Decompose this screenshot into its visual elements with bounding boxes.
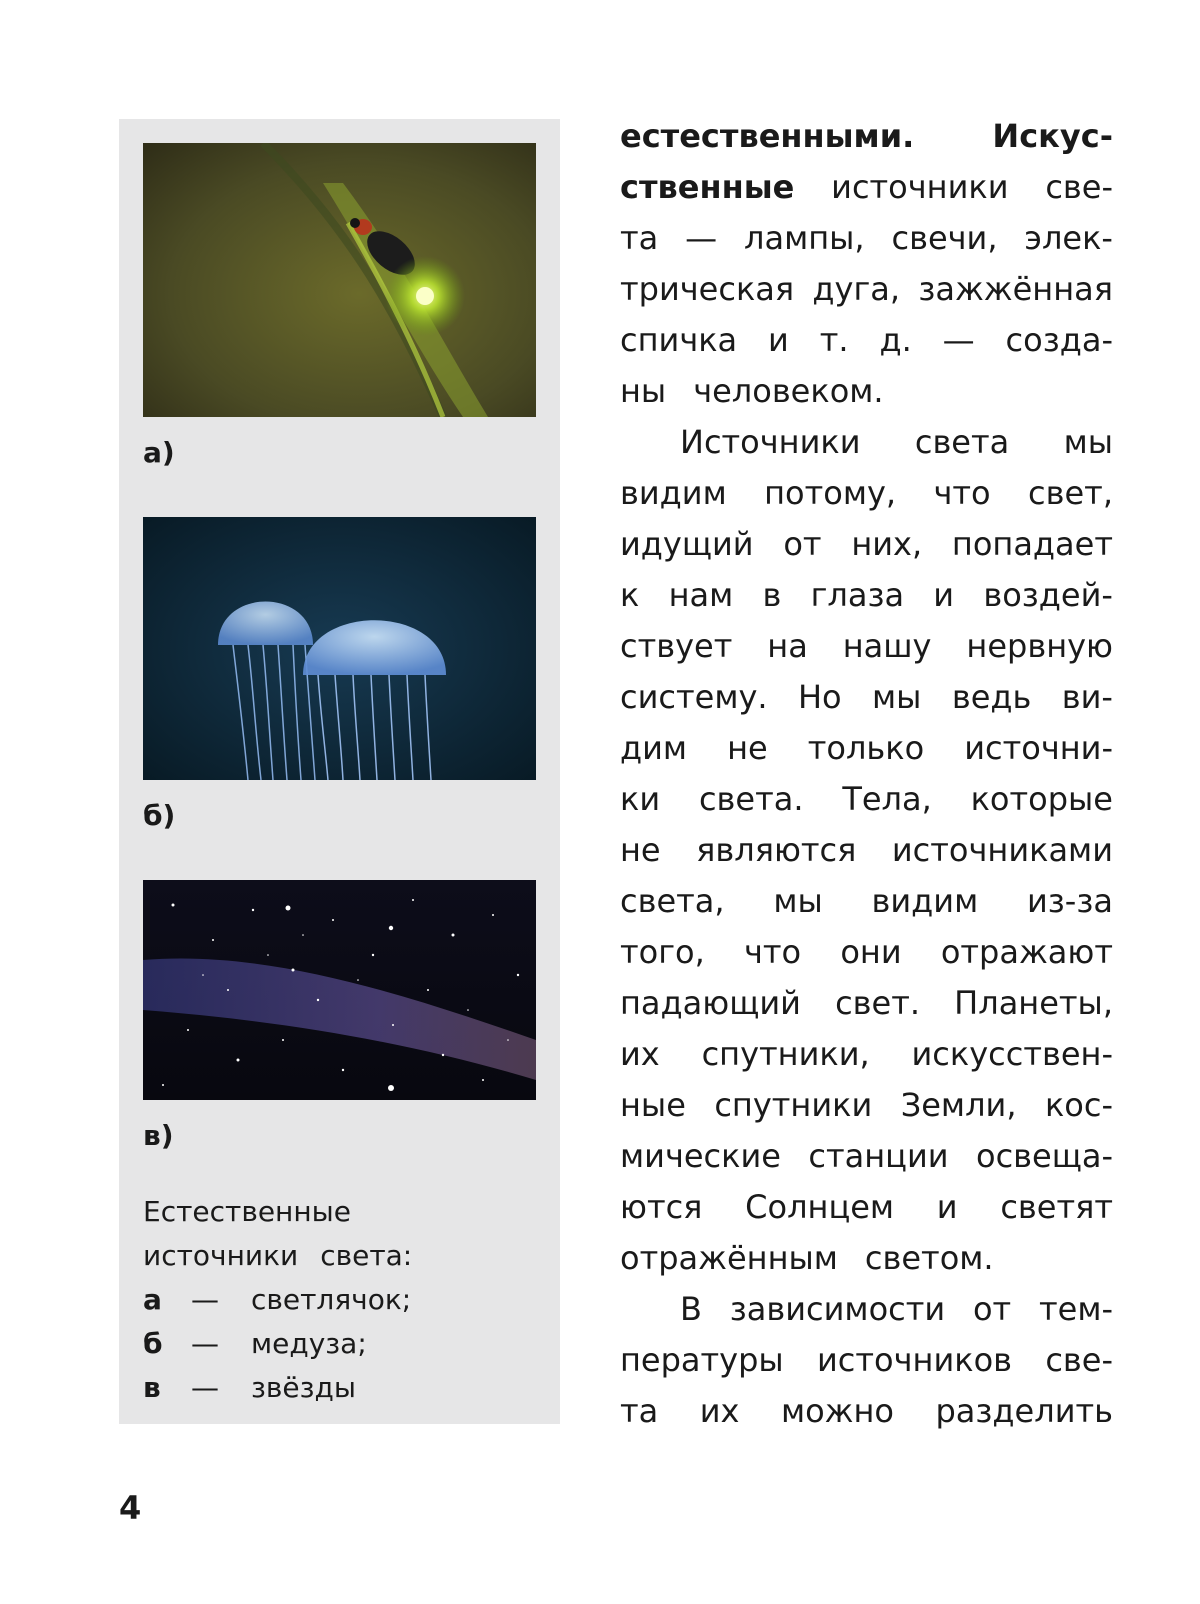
body-word: которые [970,780,1113,818]
body-word: Источники [680,423,861,461]
body-word: дуга, [812,270,901,308]
body-word: что [933,474,991,512]
figure-caption [143,1190,543,1410]
body-word: отражённым [620,1239,838,1277]
body-word: светом. [864,1239,994,1277]
body-line [620,1233,1113,1284]
caption-item-dash: — [191,1283,219,1316]
body-word: Но [797,678,842,716]
body-word: мы [872,678,922,716]
figure-label-b: б) [143,799,176,832]
body-line [620,1080,1113,1131]
body-word: видим [620,474,727,512]
body-word: источников [817,1341,1012,1379]
body-word: дим [620,729,688,767]
body-word: воздей- [983,576,1113,614]
body-word: — [685,219,718,257]
body-line [620,468,1113,519]
body-word: освеща- [975,1137,1113,1175]
body-line [620,1029,1113,1080]
body-word: ствует [620,627,733,665]
body-word: ны [620,372,667,410]
body-word: на [767,627,808,665]
body-word: их [620,1035,660,1073]
body-line [620,111,1113,162]
body-word: не [620,831,661,869]
body-word: Земли, [900,1086,1017,1124]
body-word: та [620,1392,659,1430]
body-word: и [933,576,955,614]
caption-title-word: света: [320,1239,413,1272]
jellyfish-photo-icon [143,517,536,780]
caption-item-dash: — [191,1371,219,1404]
body-word: ви- [1061,678,1113,716]
body-word: света, [620,882,725,920]
body-line [620,1335,1113,1386]
firefly-photo-icon [143,143,536,417]
body-word: от [972,1290,1012,1328]
body-word: не [727,729,768,767]
body-word: падающий [620,984,801,1022]
body-line [620,264,1113,315]
body-line [620,1131,1113,1182]
body-line [620,723,1113,774]
body-word: та [620,219,659,257]
body-word: свет. [835,984,921,1022]
body-word: их [699,1392,740,1430]
body-line [620,1386,1113,1437]
body-word: тем- [1038,1290,1113,1328]
body-word: можно [780,1392,894,1430]
body-word: зажжённая [918,270,1113,308]
caption-item-text: медуза; [251,1327,367,1360]
body-word: только [807,729,925,767]
body-line [620,927,1113,978]
body-line [620,774,1113,825]
body-word: станции [808,1137,949,1175]
body-word: они [840,933,902,971]
body-line [620,570,1113,621]
body-word: человеком. [693,372,884,410]
caption-item-c [143,1366,543,1410]
body-word: в [762,576,782,614]
body-line [620,366,1113,417]
body-word: д. [879,321,912,359]
body-line [620,519,1113,570]
body-line [620,1182,1113,1233]
body-word: ки [620,780,661,818]
body-word: них, [851,525,923,563]
body-word: свет, [1028,474,1113,512]
body-word: от [783,525,822,563]
body-word: созда- [1005,321,1113,359]
body-line [620,162,1113,213]
body-line [620,213,1113,264]
body-word: из-за [1026,882,1113,920]
body-line [620,621,1113,672]
body-word: нашу [842,627,932,665]
body-word: све- [1045,1341,1113,1379]
caption-item-letter: в [143,1371,161,1404]
body-word: идущий [620,525,754,563]
body-word: ные [620,1086,686,1124]
body-word: естественными. [620,117,915,155]
body-word: и [768,321,789,359]
body-word: спутники [714,1086,873,1124]
caption-item-letter: а [143,1283,162,1316]
body-word: ведь [951,678,1032,716]
caption-item-dash: — [191,1327,219,1360]
body-line [620,825,1113,876]
body-word: В [680,1290,702,1328]
body-word: — [942,321,975,359]
stars-photo-icon [143,880,536,1100]
body-word: Тела, [842,780,932,818]
body-word: пературы [620,1341,784,1379]
body-line [620,1284,1113,1335]
figure-label-c: в) [143,1119,174,1152]
body-word: к [620,576,640,614]
body-word: свечи, [891,219,998,257]
body-word: систему. [620,678,768,716]
body-word: спичка [620,321,738,359]
body-word: источники [831,168,1009,206]
body-word: ются [620,1188,703,1226]
caption-title-line1: Естественные [143,1195,352,1228]
caption-title-line2 [143,1234,543,1278]
body-word: света [914,423,1010,461]
body-word: зависимости [729,1290,946,1328]
body-word: того, [620,933,705,971]
body-word: кос- [1044,1086,1113,1124]
caption-item-a [143,1278,543,1322]
body-word: Солнцем [745,1188,895,1226]
caption-item-text: звёзды [251,1371,356,1404]
body-line [620,876,1113,927]
body-word: Искус- [992,117,1113,155]
body-word: све- [1045,168,1113,206]
page-number: 4 [119,1489,142,1527]
body-word: видим [871,882,979,920]
caption-item-letter: б [143,1327,163,1360]
body-word: и [936,1188,958,1226]
body-line [620,315,1113,366]
body-word: разделить [935,1392,1113,1430]
body-word: отражают [940,933,1113,971]
body-word: источни- [964,729,1113,767]
body-word: мы [1063,423,1113,461]
body-word: потому, [764,474,897,512]
body-word: света. [698,780,804,818]
body-word: мические [620,1137,781,1175]
body-word: т. [819,321,849,359]
body-word: что [743,933,802,971]
body-word: трическая [620,270,795,308]
body-word: являются [696,831,857,869]
body-word: спутники, [701,1035,870,1073]
body-line [620,417,1113,468]
body-line [620,672,1113,723]
body-word: попадает [951,525,1113,563]
body-word: элек- [1024,219,1113,257]
body-text [620,111,1113,1437]
caption-item-b [143,1322,543,1366]
caption-title-word: источники [143,1239,299,1272]
body-word: Планеты, [954,984,1113,1022]
body-word: лампы, [744,219,865,257]
caption-item-text: светлячок; [251,1283,412,1316]
body-word: источниками [891,831,1113,869]
body-word: мы [773,882,823,920]
body-line [620,978,1113,1029]
body-word: нервную [966,627,1113,665]
body-word: глаза [810,576,905,614]
figure-label-a: а) [143,436,175,469]
body-word: нам [668,576,734,614]
body-word: искусствен- [911,1035,1113,1073]
body-word: ственные [620,168,795,206]
body-word: светят [1000,1188,1113,1226]
